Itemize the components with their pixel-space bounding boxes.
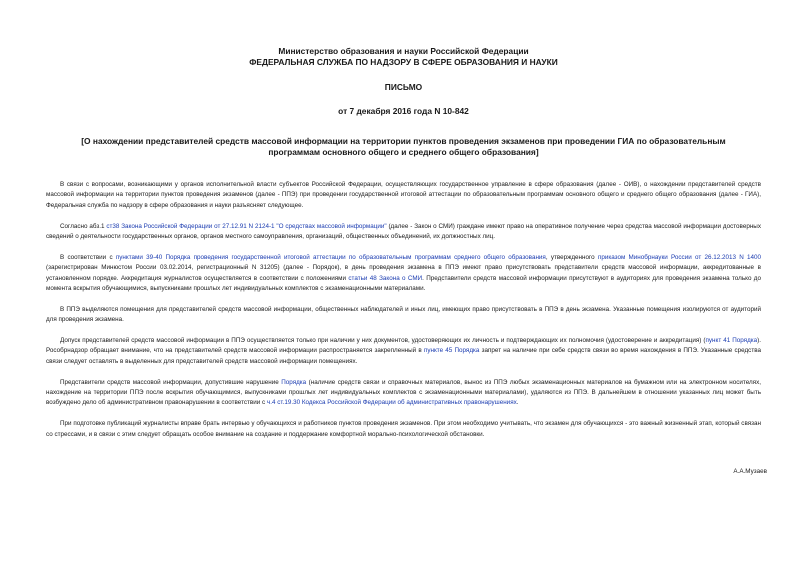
paragraph-text: Согласно абз.1 — [60, 222, 107, 230]
procedure-link[interactable]: Порядка — [281, 378, 307, 386]
paragraph-text: запрет на наличие при себе средств связи во время нахождения в ППЭ. Указанные средства связи следует оставлять в выделенных для представителей средств массовой информации помещениях. — [46, 347, 761, 365]
paragraph-text: При подготовке публикаций журналисты вправе брать интервью у обучающихся и работников пунктов проведения экзаменов. При этом необходимо учитывать, что экзамен для обучающихся - это важный жизненный этап, который связан со стрессами, и в связи с этим следует обращать особое внимание на создание и поддержание комфортной морально-психологической обстановки. — [46, 420, 761, 438]
document-type: ПИСЬМО — [384, 82, 423, 92]
signature: А.А.Музаев — [733, 468, 767, 475]
paragraph-text: В связи с вопросами, возникающими у органов исполнительной власти субъектов Российской Федерации, осуществляющих государственное управление в сфере образования (далее - ОИВ), о нахождении представителей средств массовой информации на территории пунктов проведения экзаменов (далее - ППЭ) при проведении государственной итоговой аттестации по образовательным программам основного общего и среднего общего образования (далее - ГИА), Федеральная служба по надзору в сфере образования и науки разъясняет следующее. — [46, 181, 761, 209]
service-name: ФЕДЕРАЛЬНАЯ СЛУЖБА ПО НАДЗОРУ В СФЕРЕ ОБРАЗОВАНИЯ И НАУКИ — [249, 57, 558, 67]
paragraph-3 — [46, 253, 761, 295]
paragraph-6 — [46, 378, 761, 409]
paragraph-text: (далее - Закон о СМИ) граждане имеют право на оперативное получение через средства массовой информации достоверных сведений о деятельности государственных органов, органов местного самоуправления, организаций, общественных объединений, их должностных лиц. — [46, 222, 761, 241]
paragraph-text: ). Рособрнадзор обращает внимание, что на представителей средств массовой информации распространяется закрепленный в — [46, 337, 761, 355]
document-title: [О нахождении представителей средств массовой информации на территории пунктов проведения экзаменов при проведении ГИА по образовательным программам основного общего и среднего общего образования] — [81, 136, 726, 157]
paragraph-2 — [46, 222, 761, 243]
law-media-link[interactable]: ст38 Закона Российской Федерации от 27.12.91 N 2124-1 "О средствах массовой информации" — [106, 222, 387, 230]
point-45-link[interactable]: пункте 45 Порядка — [423, 347, 480, 355]
article-48-link[interactable]: статьи 48 Закона о СМИ — [348, 274, 423, 282]
paragraph-text: В соответствии с — [60, 253, 116, 261]
paragraph-text: . — [516, 399, 519, 407]
paragraph-text: Представители средств массовой информации, допустившие нарушение — [60, 378, 282, 386]
paragraph-text: (зарегистрирован Минюстом России 03.02.2014, регистрационный N 31205) (далее - Порядок), в день проведения экзамена в ППЭ имеют право присутствовать представители средств массовой информации, аккредитованные в установленном порядке. Аккредитация журналистов осуществляется в соответствии с положениями — [46, 264, 761, 282]
procedure-points-link[interactable]: пунктами 39-40 Порядка проведения государственной итоговой аттестации по образовательным программам среднего общего образования — [115, 253, 546, 261]
paragraph-text: В ППЭ выделяются помещения для представителей средств массовой информации, общественных наблюдателей и иных лиц, имеющих право присутствовать в ППЭ в день экзамена. Указанные помещения изолируются от аудиторий для проведения экзамена. — [46, 305, 761, 324]
paragraph-text: (наличие средств связи и справочных материалов, вынос из ППЭ любых экзаменационных материалов на бумажном или на электронном носителях, нахождение на территории ППЭ после вскрытия обучающимися, выпускниками прошлых лет индивидуальных комплектов с экзаменационными материалами), удаляются из ППЭ. В дальнейшем в отношении указанных лиц может быть возбуждено дело об административном правонарушении в соответствии с — [46, 378, 761, 407]
document-date: от 7 декабря 2016 года N 10-842 — [338, 106, 469, 116]
admin-code-link[interactable]: ч.4 ст.19.30 Кодекса Российской Федерации об административных правонарушениях — [266, 399, 517, 407]
order-1400-link[interactable]: приказом Минобрнауки России от 26.12.2013 N 1400 — [597, 253, 762, 261]
paragraph-text: Допуск представителей средств массовой информации в ППЭ осуществляется только при наличии у них документов, удостоверяющих их личность и подтверждающих их полномочия (удостоверение и аккредитация) ( — [60, 337, 706, 345]
paragraph-4 — [46, 305, 761, 326]
paragraph-text: , утвержденного — [545, 253, 598, 261]
document-header — [46, 46, 761, 117]
document-body — [46, 180, 761, 440]
paragraph-text: . Представители средств массовой информации присутствуют в аудиториях для проведения экзамена только до момента вскрытия обучающимися, выпускниками прошлых лет индивидуальных комплектов с экзаменационными материалами. — [46, 274, 761, 293]
ministry-name: Министерство образования и науки Российской Федерации — [278, 46, 529, 56]
paragraph-5 — [46, 336, 761, 367]
paragraph-7 — [46, 419, 761, 440]
paragraph-1 — [46, 180, 761, 211]
point-41-link[interactable]: пункт 41 Порядка — [705, 337, 758, 345]
